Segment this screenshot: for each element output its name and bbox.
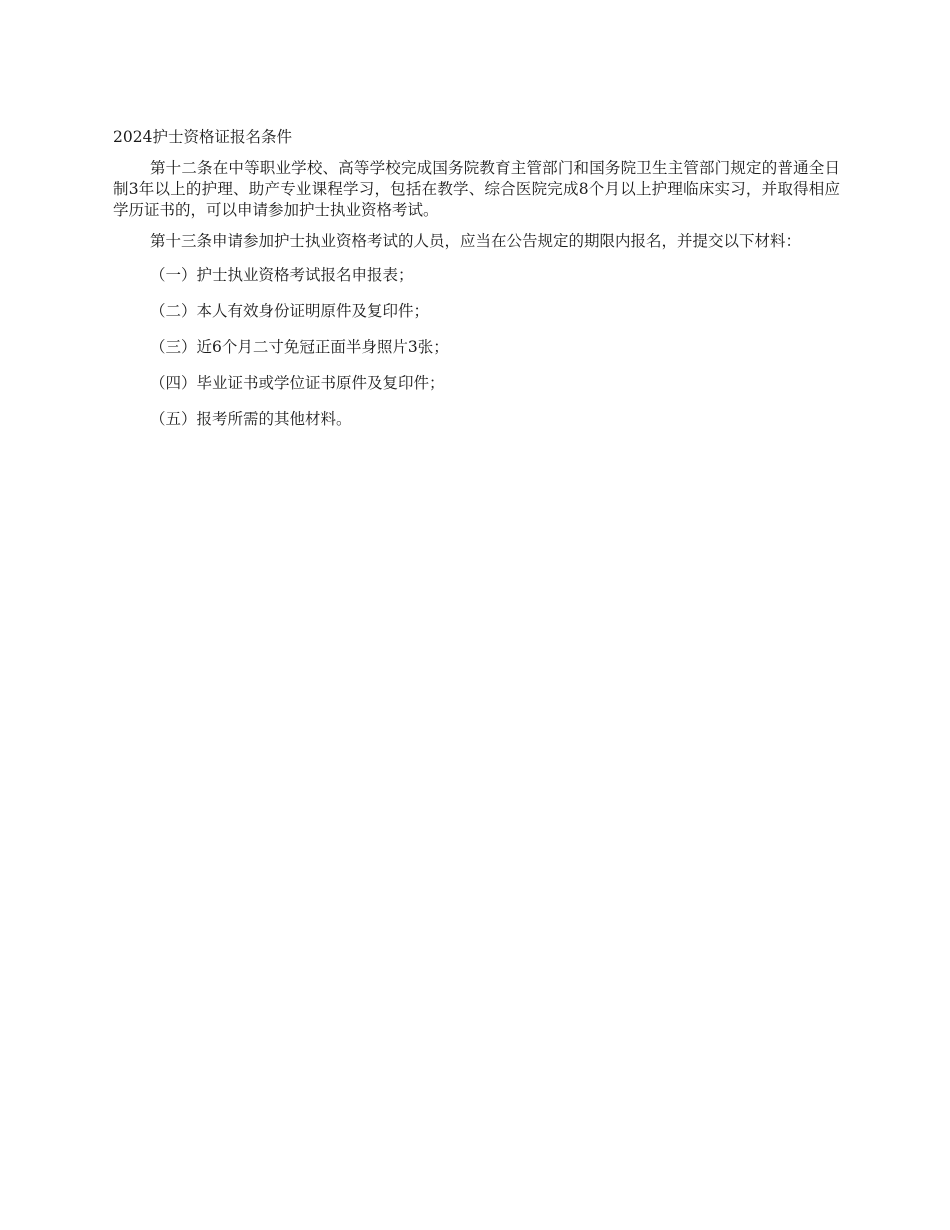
list-item: （三）近6个月二寸免冠正面半身照片3张；	[150, 338, 449, 356]
list-item: （一）护士执业资格考试报名申报表；	[150, 266, 414, 284]
materials-list	[113, 262, 840, 432]
article-13-paragraph: 第十三条申请参加护士执业资格考试的人员，应当在公告规定的期限内报名，并提交以下材料：	[150, 232, 802, 250]
document-page	[113, 124, 840, 442]
article-12-paragraph: 第十二条在中等职业学校、高等学校完成国务院教育主管部门和国务院卫生主管部门规定的普通全日制3年以上的护理、助产专业课程学习，包括在教学、综合医院完成8个月以上护理临床实习，并取得相应学历证书的，可以申请参加护士执业资格考试。	[113, 159, 840, 219]
list-item: （五）报考所需的其他材料。	[150, 410, 352, 428]
list-item: （四）毕业证书或学位证书原件及复印件；	[150, 374, 445, 392]
document-title: 2024护士资格证报名条件	[113, 128, 292, 146]
list-item: （二）本人有效身份证明原件及复印件；	[150, 302, 430, 320]
